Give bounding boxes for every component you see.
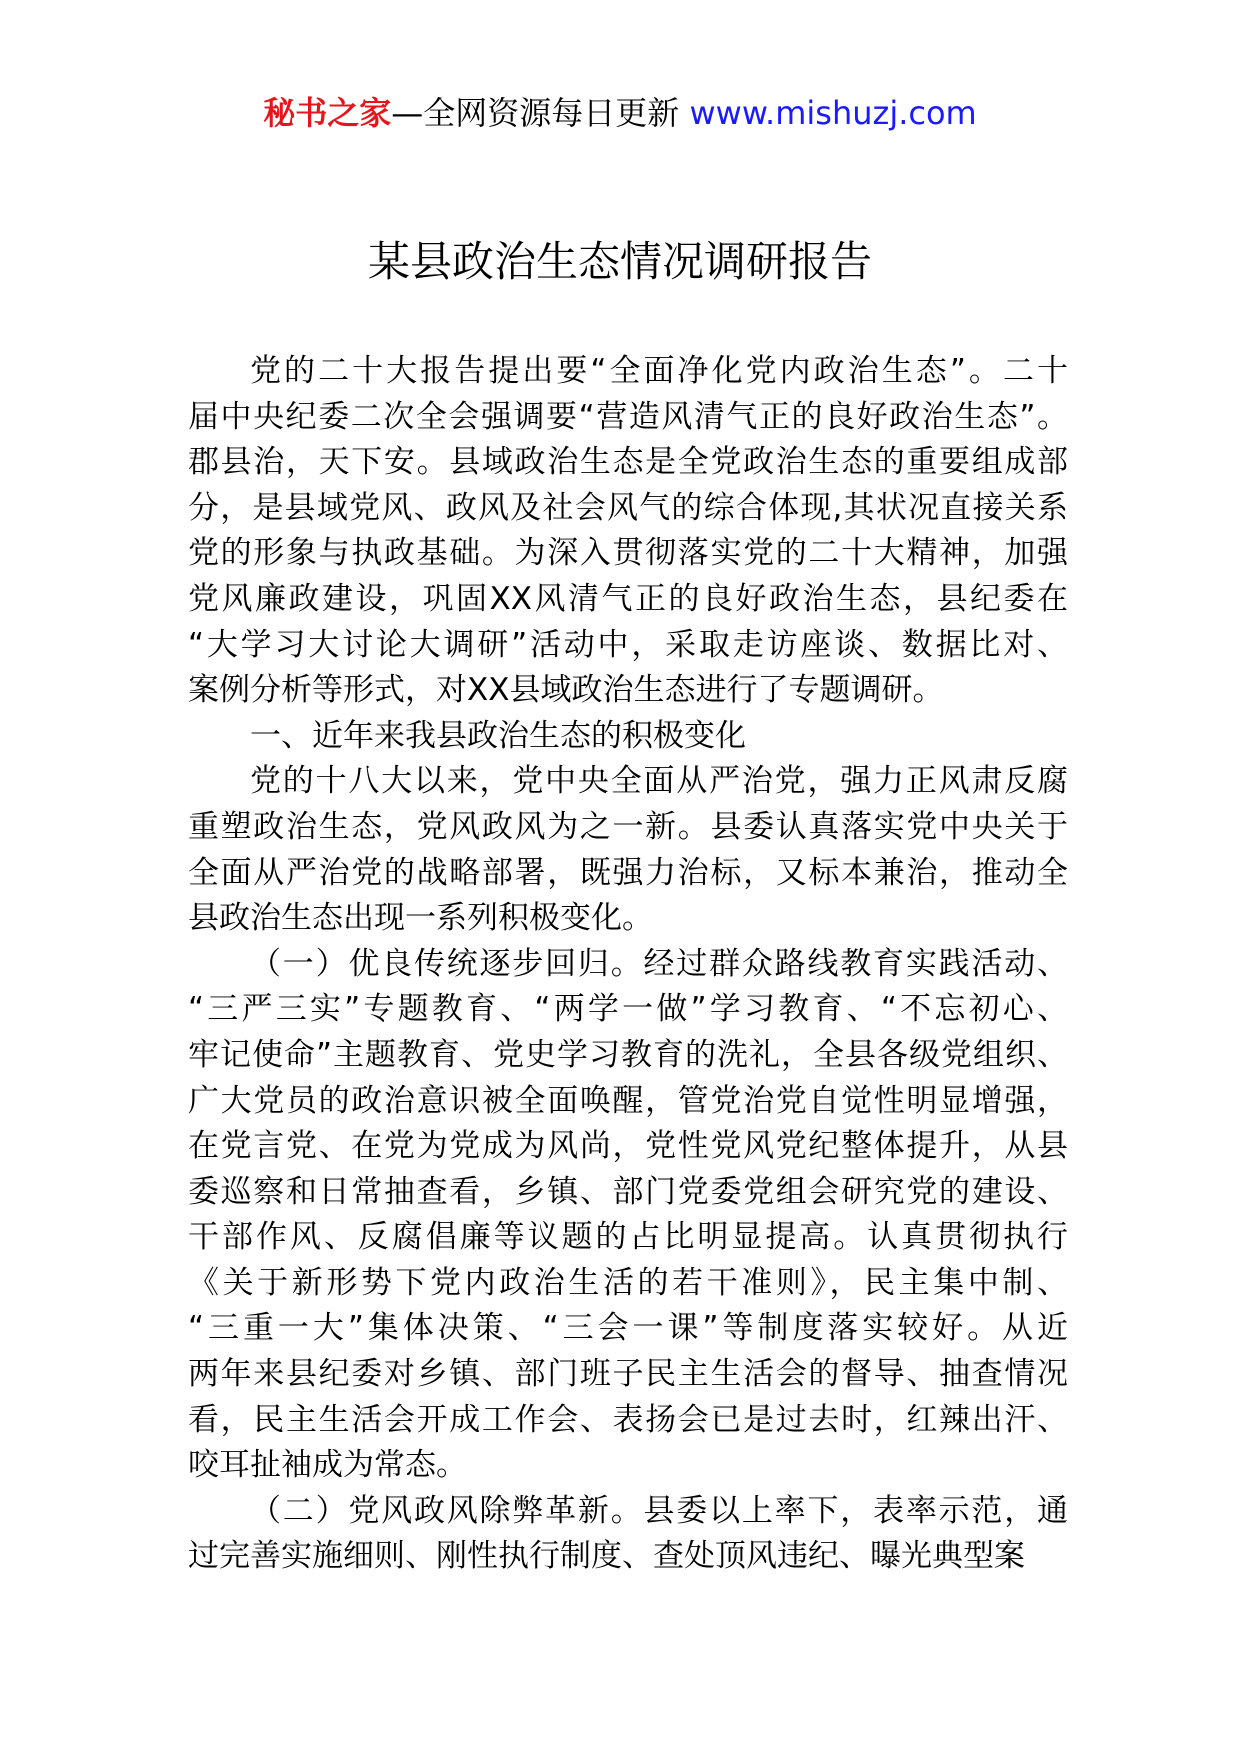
body-line: 党的二十大报告提出要“全面净化党内政治生态”。二十 [250, 353, 1068, 389]
body-line: 重塑政治生态，党风政风为之一新。县委认真落实党中央关于 [188, 808, 1068, 845]
body-line: 两年来县纪委对乡镇、部门班子民主生活会的督导、抽查情况 [188, 1356, 1068, 1393]
body-line: “三重一大”集体决策、“三会一课”等制度落实较好。从近 [188, 1310, 1068, 1347]
body-line: 广大党员的政治意识被全面唤醒，管党治党自觉性明显增强， [188, 1082, 1068, 1119]
body-line: 牢记使命”主题教育、党史学习教育的洗礼，全县各级党组织、 [188, 1036, 1068, 1073]
document-body [188, 349, 1068, 1580]
body-line: 看，民主生活会开成工作会、表扬会已是过去时，红辣出汗、 [188, 1401, 1068, 1438]
body-line: 一、近年来我县政治生态的积极变化 [250, 717, 746, 754]
body-line: 党的形象与执政基础。为深入贯彻落实党的二十大精神，加强 [188, 535, 1068, 572]
body-line: （二）党风政风除弊革新。县委以上率下，表率示范，通 [250, 1492, 1068, 1529]
body-line: 分，是县域党风、政风及社会风气的综合体现,其状况直接关系 [188, 489, 1068, 526]
site-brand: 秘书之家 [263, 94, 392, 132]
body-line: （一）优良传统逐步回归。经过群众路线教育实践活动、 [250, 945, 1068, 982]
body-line: 《关于新形势下党内政治生活的若干准则》，民主集中制、 [188, 1264, 1068, 1301]
body-line: 县政治生态出现一系列积极变化。 [188, 900, 653, 937]
body-line: 委巡察和日常抽查看，乡镇、部门党委党组会研究党的建设、 [188, 1173, 1068, 1210]
body-line: “三严三实”专题教育、“两学一做”学习教育、“不忘初心、 [188, 991, 1068, 1028]
body-line: 过完善实施细则、刚性执行制度、查处顶风违纪、曝光典型案 [188, 1538, 1025, 1575]
body-line: 郡县治，天下安。县域政治生态是全党政治生态的重要组成部 [188, 444, 1068, 481]
document-title: 某县政治生态情况调研报告 [367, 237, 872, 286]
body-line: 案例分析等形式，对XX县域政治生态进行了专题调研。 [188, 672, 944, 709]
site-tagline: —全网资源每日更新 [391, 94, 690, 132]
body-line: 届中央纪委二次全会强调要“营造风清气正的良好政治生态”。 [188, 398, 1068, 435]
body-line: 党风廉政建设，巩固XX风清气正的良好政治生态，县纪委在 [188, 580, 1068, 617]
body-line: 干部作风、反腐倡廉等议题的占比明显提高。认真贯彻执行 [188, 1219, 1068, 1256]
body-line: 咬耳扯袖成为常态。 [188, 1447, 467, 1484]
site-url-link[interactable]: www.mishuzj.com [689, 94, 977, 132]
body-line: 党的十八大以来，党中央全面从严治党，强力正风肃反腐 [250, 763, 1068, 800]
site-header [0, 92, 1240, 134]
body-line: 在党言党、在党为党成为风尚，党性党风党纪整体提升，从县 [188, 1128, 1068, 1165]
body-line: “大学习大讨论大调研”活动中，采取走访座谈、数据比对、 [188, 626, 1068, 663]
body-line: 全面从严治党的战略部署，既强力治标，又标本兼治，推动全 [188, 854, 1068, 891]
